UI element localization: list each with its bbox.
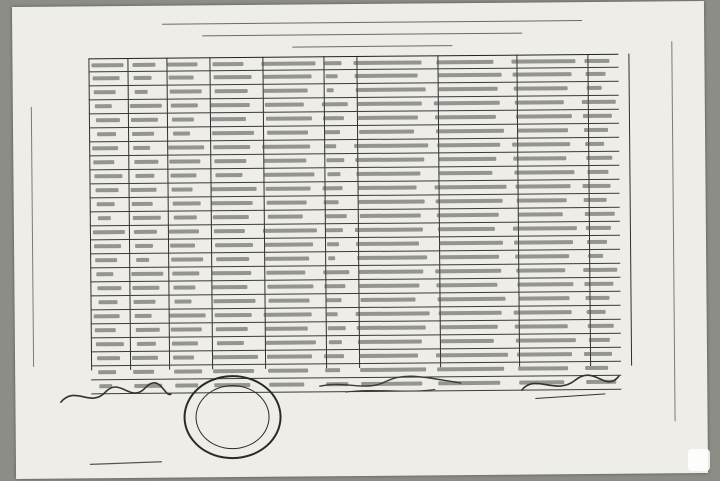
table-cell-ink — [132, 132, 154, 136]
table-cell-ink — [217, 341, 244, 345]
table-cell-ink — [326, 298, 342, 302]
table-cell-ink — [215, 313, 252, 317]
table-cell-ink — [167, 62, 197, 66]
table-cell-ink — [356, 87, 426, 92]
table-cell-ink — [355, 227, 423, 232]
table-cell-ink — [97, 286, 121, 290]
table-cell-ink — [214, 159, 246, 163]
table-cell-ink — [585, 212, 615, 216]
table-cell-ink — [263, 74, 312, 78]
right-margin-note — [671, 41, 683, 421]
scanned-document-page — [12, 1, 708, 479]
table-cell-ink — [358, 339, 422, 344]
table-cell-ink — [516, 268, 565, 272]
camscanner-logo-icon — [688, 449, 710, 471]
table-cell-ink — [439, 241, 503, 246]
table-cell-ink — [216, 327, 248, 331]
table-cell-ink — [96, 272, 113, 276]
table-cell-ink — [212, 285, 247, 289]
table-cell-ink — [584, 59, 609, 63]
table-cell-ink — [356, 171, 420, 176]
table-cell-ink — [97, 356, 120, 360]
table-cell-ink — [360, 213, 421, 218]
table-cell-ink — [170, 313, 206, 317]
table-cell-ink — [269, 298, 310, 302]
table-cell-ink — [91, 63, 123, 67]
table-cell-ink — [136, 258, 149, 262]
table-cell-ink — [517, 352, 572, 356]
table-cell-ink — [355, 73, 418, 78]
table-cell-ink — [265, 256, 309, 260]
signature-right — [515, 364, 625, 405]
table-cell-ink — [212, 62, 243, 66]
table-cell-ink — [586, 156, 612, 160]
table-cell-ink — [169, 229, 199, 233]
table-cell-ink — [513, 156, 566, 160]
table-cell-ink — [436, 60, 493, 64]
table-cell-ink — [175, 299, 192, 303]
table-cell-ink — [583, 114, 612, 118]
table-cell-ink — [327, 88, 334, 92]
table-cell-ink — [435, 185, 507, 190]
table-cell-ink — [173, 201, 201, 205]
table-cell-ink — [328, 256, 335, 260]
table-cell-ink — [168, 145, 204, 149]
table-cell-ink — [94, 90, 116, 94]
table-cell-ink — [584, 282, 613, 286]
table-cell-ink — [438, 157, 496, 162]
table-cell-ink — [264, 312, 312, 316]
table-cell-ink — [435, 115, 496, 120]
table-cell-ink — [357, 255, 427, 260]
table-cell-ink — [261, 61, 315, 65]
table-cell-ink — [92, 146, 118, 150]
table-cell-ink — [94, 174, 122, 178]
table-cell-ink — [172, 187, 193, 191]
table-cell-ink — [213, 369, 254, 373]
table-cell-ink — [213, 145, 250, 149]
table-cell-ink — [171, 327, 202, 331]
table-cell-ink — [135, 90, 148, 94]
table-cell-ink — [519, 296, 570, 300]
table-cell-ink — [169, 75, 194, 79]
table-cell-ink — [329, 340, 342, 344]
table-cell-ink — [438, 73, 502, 78]
table-cell-ink — [358, 115, 418, 120]
table-cell-ink — [211, 117, 246, 121]
table-cell-ink — [262, 144, 310, 148]
table-cell-ink — [323, 116, 344, 120]
table-cell-ink — [586, 72, 606, 76]
table-cell-ink — [516, 338, 576, 343]
table-cell-ink — [97, 132, 116, 136]
table-cell-ink — [174, 215, 197, 219]
table-cell-ink — [327, 242, 339, 246]
table-cell-ink — [267, 284, 313, 288]
table-cell-ink — [323, 186, 343, 190]
table-cell-ink — [175, 383, 198, 387]
table-cell-ink — [513, 72, 572, 77]
table-cell-ink — [514, 86, 568, 90]
table-cell-ink — [583, 268, 617, 272]
left-margin-note — [31, 107, 44, 367]
table-cell-ink — [212, 131, 254, 135]
table-cell-ink — [171, 257, 203, 261]
table-cell-ink — [99, 300, 118, 304]
table-cell-ink — [131, 272, 163, 276]
table-cell-ink — [588, 254, 603, 258]
table-cell-ink — [94, 314, 120, 318]
table-cell-ink — [133, 146, 150, 150]
table-cell-ink — [513, 226, 577, 231]
table-cell-ink — [324, 130, 340, 134]
table-cell-ink — [212, 355, 258, 359]
table-cell-ink — [95, 328, 116, 332]
table-cell-ink — [95, 258, 117, 262]
signature-center — [315, 361, 465, 402]
table-cell-ink — [263, 228, 317, 232]
table-cell-ink — [587, 170, 608, 174]
table-cell-ink — [93, 160, 114, 164]
table-cell-ink — [135, 314, 152, 318]
table-cell-ink — [214, 75, 252, 79]
table-cell-ink — [170, 243, 195, 247]
table-cell-ink — [324, 61, 341, 65]
table-cell-ink — [135, 244, 153, 248]
table-cell-ink — [353, 60, 421, 65]
table-cell-ink — [134, 76, 152, 80]
table-cell-ink — [322, 102, 348, 106]
table-cell-ink — [324, 284, 345, 288]
table-cell-ink — [516, 114, 572, 118]
table-cell-ink — [515, 254, 569, 258]
table-cell-ink — [359, 353, 418, 358]
table-cell-ink — [359, 130, 414, 134]
table-cell-ink — [131, 118, 158, 122]
table-cell-ink — [437, 213, 499, 218]
table-cell-ink — [211, 271, 251, 275]
table-cell-ink — [517, 128, 568, 132]
table-cell-ink — [173, 285, 195, 289]
table-cell-ink — [438, 227, 495, 231]
table-cell-ink — [265, 102, 304, 106]
table-cell-ink — [323, 270, 349, 274]
table-cell-ink — [518, 212, 563, 216]
table-cell-ink — [132, 356, 158, 360]
table-cell-ink — [214, 229, 245, 233]
table-cell-ink — [356, 311, 430, 316]
table-cell-ink — [212, 201, 253, 205]
table-cell-ink — [325, 214, 347, 218]
table-cell-ink — [324, 354, 344, 358]
table-cell-ink — [328, 326, 346, 330]
table-cell-ink — [170, 173, 196, 177]
table-cell-ink — [265, 326, 308, 330]
table-cell-ink — [326, 158, 344, 162]
table-cell-ink — [132, 286, 159, 290]
table-cell-ink — [95, 104, 112, 108]
table-cell-ink — [97, 202, 115, 206]
table-cell-ink — [588, 324, 614, 328]
table-cell-ink — [174, 369, 202, 373]
table-cell-ink — [268, 368, 308, 372]
table-cell-ink — [264, 242, 313, 246]
table-cell-ink — [172, 341, 198, 345]
table-cell-ink — [132, 202, 153, 206]
table-cell-ink — [137, 342, 156, 346]
table-cell-ink — [357, 325, 426, 330]
table-cell-ink — [133, 216, 161, 220]
table-cell-ink — [98, 216, 111, 220]
table-cell-ink — [514, 240, 573, 245]
watermark-line2 — [690, 428, 720, 437]
table-cell-ink — [515, 324, 568, 328]
official-seal-stamp — [183, 375, 282, 460]
table-cell-ink — [584, 352, 612, 356]
table-cell-ink — [327, 172, 340, 176]
table-cell-ink — [214, 299, 256, 303]
table-cell-ink — [171, 103, 198, 107]
table-cell-ink — [134, 160, 158, 164]
table-cell-ink — [441, 339, 494, 343]
table-cell-ink — [93, 230, 125, 234]
table-cell-ink — [587, 310, 606, 314]
table-cell-ink — [357, 101, 422, 106]
table-cell-ink — [216, 257, 249, 261]
table-cell-ink — [358, 186, 417, 191]
table-cell-ink — [584, 198, 607, 202]
table-cell-ink — [359, 283, 419, 288]
table-cell-ink — [514, 170, 574, 175]
footer-handwritten-mark — [86, 454, 166, 473]
table-cell-ink — [263, 158, 306, 162]
table-cell-ink — [516, 184, 571, 188]
table-cell-ink — [173, 131, 190, 135]
table-cell-ink — [172, 271, 199, 275]
table-cell-ink — [514, 310, 572, 315]
table-cell-ink — [213, 215, 249, 219]
table-cell-ink — [324, 200, 339, 204]
table-cell-ink — [210, 103, 250, 107]
table-cell-ink — [440, 325, 498, 330]
table-cell-ink — [326, 74, 338, 78]
table-cell-ink — [266, 270, 305, 274]
table-cell-ink — [439, 311, 502, 316]
table-cell-ink — [589, 338, 610, 342]
table-cell-ink — [585, 296, 609, 300]
table-cell-ink — [170, 89, 202, 93]
table-cell-ink — [361, 298, 416, 302]
table-cell-ink — [512, 142, 570, 147]
table-cell-ink — [587, 240, 607, 244]
table-cell-ink — [436, 353, 508, 358]
table-cell-ink — [434, 101, 500, 106]
table-cell-ink — [435, 269, 501, 274]
table-cell-ink — [326, 228, 343, 232]
table-cell-ink — [96, 118, 120, 122]
table-cell-ink — [586, 226, 611, 230]
table-cell-ink — [325, 144, 336, 148]
table-cell-ink — [266, 340, 316, 344]
table-cell-ink — [436, 199, 503, 204]
table-cell-ink — [587, 86, 602, 90]
table-cell-ink — [267, 130, 308, 134]
table-cell-ink — [131, 188, 157, 192]
table-cell-ink — [215, 89, 248, 93]
table-cell-ink — [135, 174, 154, 178]
table-cell-ink — [583, 184, 611, 188]
table-cell-ink — [515, 100, 564, 104]
table-cell-ink — [269, 382, 304, 386]
table-cell-ink — [584, 128, 608, 132]
table-cell-ink — [266, 116, 312, 120]
signature-left — [55, 374, 175, 415]
table-cell-ink — [264, 172, 314, 176]
table-cell-ink — [438, 297, 506, 302]
table-cell-ink — [215, 173, 242, 177]
table-cell-ink — [267, 200, 307, 204]
table-cell-ink — [132, 63, 155, 67]
table-cell-ink — [264, 88, 308, 92]
table-cell-ink — [96, 342, 124, 346]
table-cell-ink — [356, 241, 419, 246]
table-cell-ink — [211, 187, 257, 191]
table-cell-ink — [436, 129, 504, 134]
table-cell-ink — [267, 354, 312, 358]
table-cell-ink — [582, 100, 616, 104]
camscanner-watermark — [684, 343, 720, 443]
table-cell-ink — [268, 214, 303, 218]
table-cell-ink — [511, 59, 575, 64]
table-cell-ink — [93, 76, 120, 80]
table-cell-ink — [439, 87, 498, 92]
records-table — [88, 54, 621, 371]
table-cell-ink — [215, 243, 253, 247]
table-cell-ink — [354, 143, 428, 148]
table-cell-ink — [136, 328, 160, 332]
table-cell-ink — [266, 186, 311, 190]
table-cell-ink — [517, 282, 573, 286]
table-cell-ink — [134, 230, 157, 234]
table-cell-ink — [96, 188, 119, 192]
table-cell-ink — [585, 142, 604, 146]
table-cell-ink — [437, 143, 500, 148]
table-cell-ink — [130, 104, 162, 108]
table-cell-ink — [358, 269, 423, 274]
table-cell-ink — [517, 198, 567, 202]
table-cell-ink — [94, 244, 121, 248]
table-cell-ink — [436, 283, 497, 288]
document-title-block — [132, 14, 612, 58]
table-cell-ink — [440, 255, 499, 260]
table-cell-ink — [134, 300, 156, 304]
table-cell-ink — [359, 199, 425, 204]
table-cell-ink — [439, 171, 492, 175]
table-cell-ink — [327, 312, 338, 316]
table-cell-ink — [355, 157, 424, 162]
table-cell-ink — [169, 159, 200, 163]
table-cell-ink — [172, 117, 194, 121]
table-cell-ink — [173, 355, 194, 359]
